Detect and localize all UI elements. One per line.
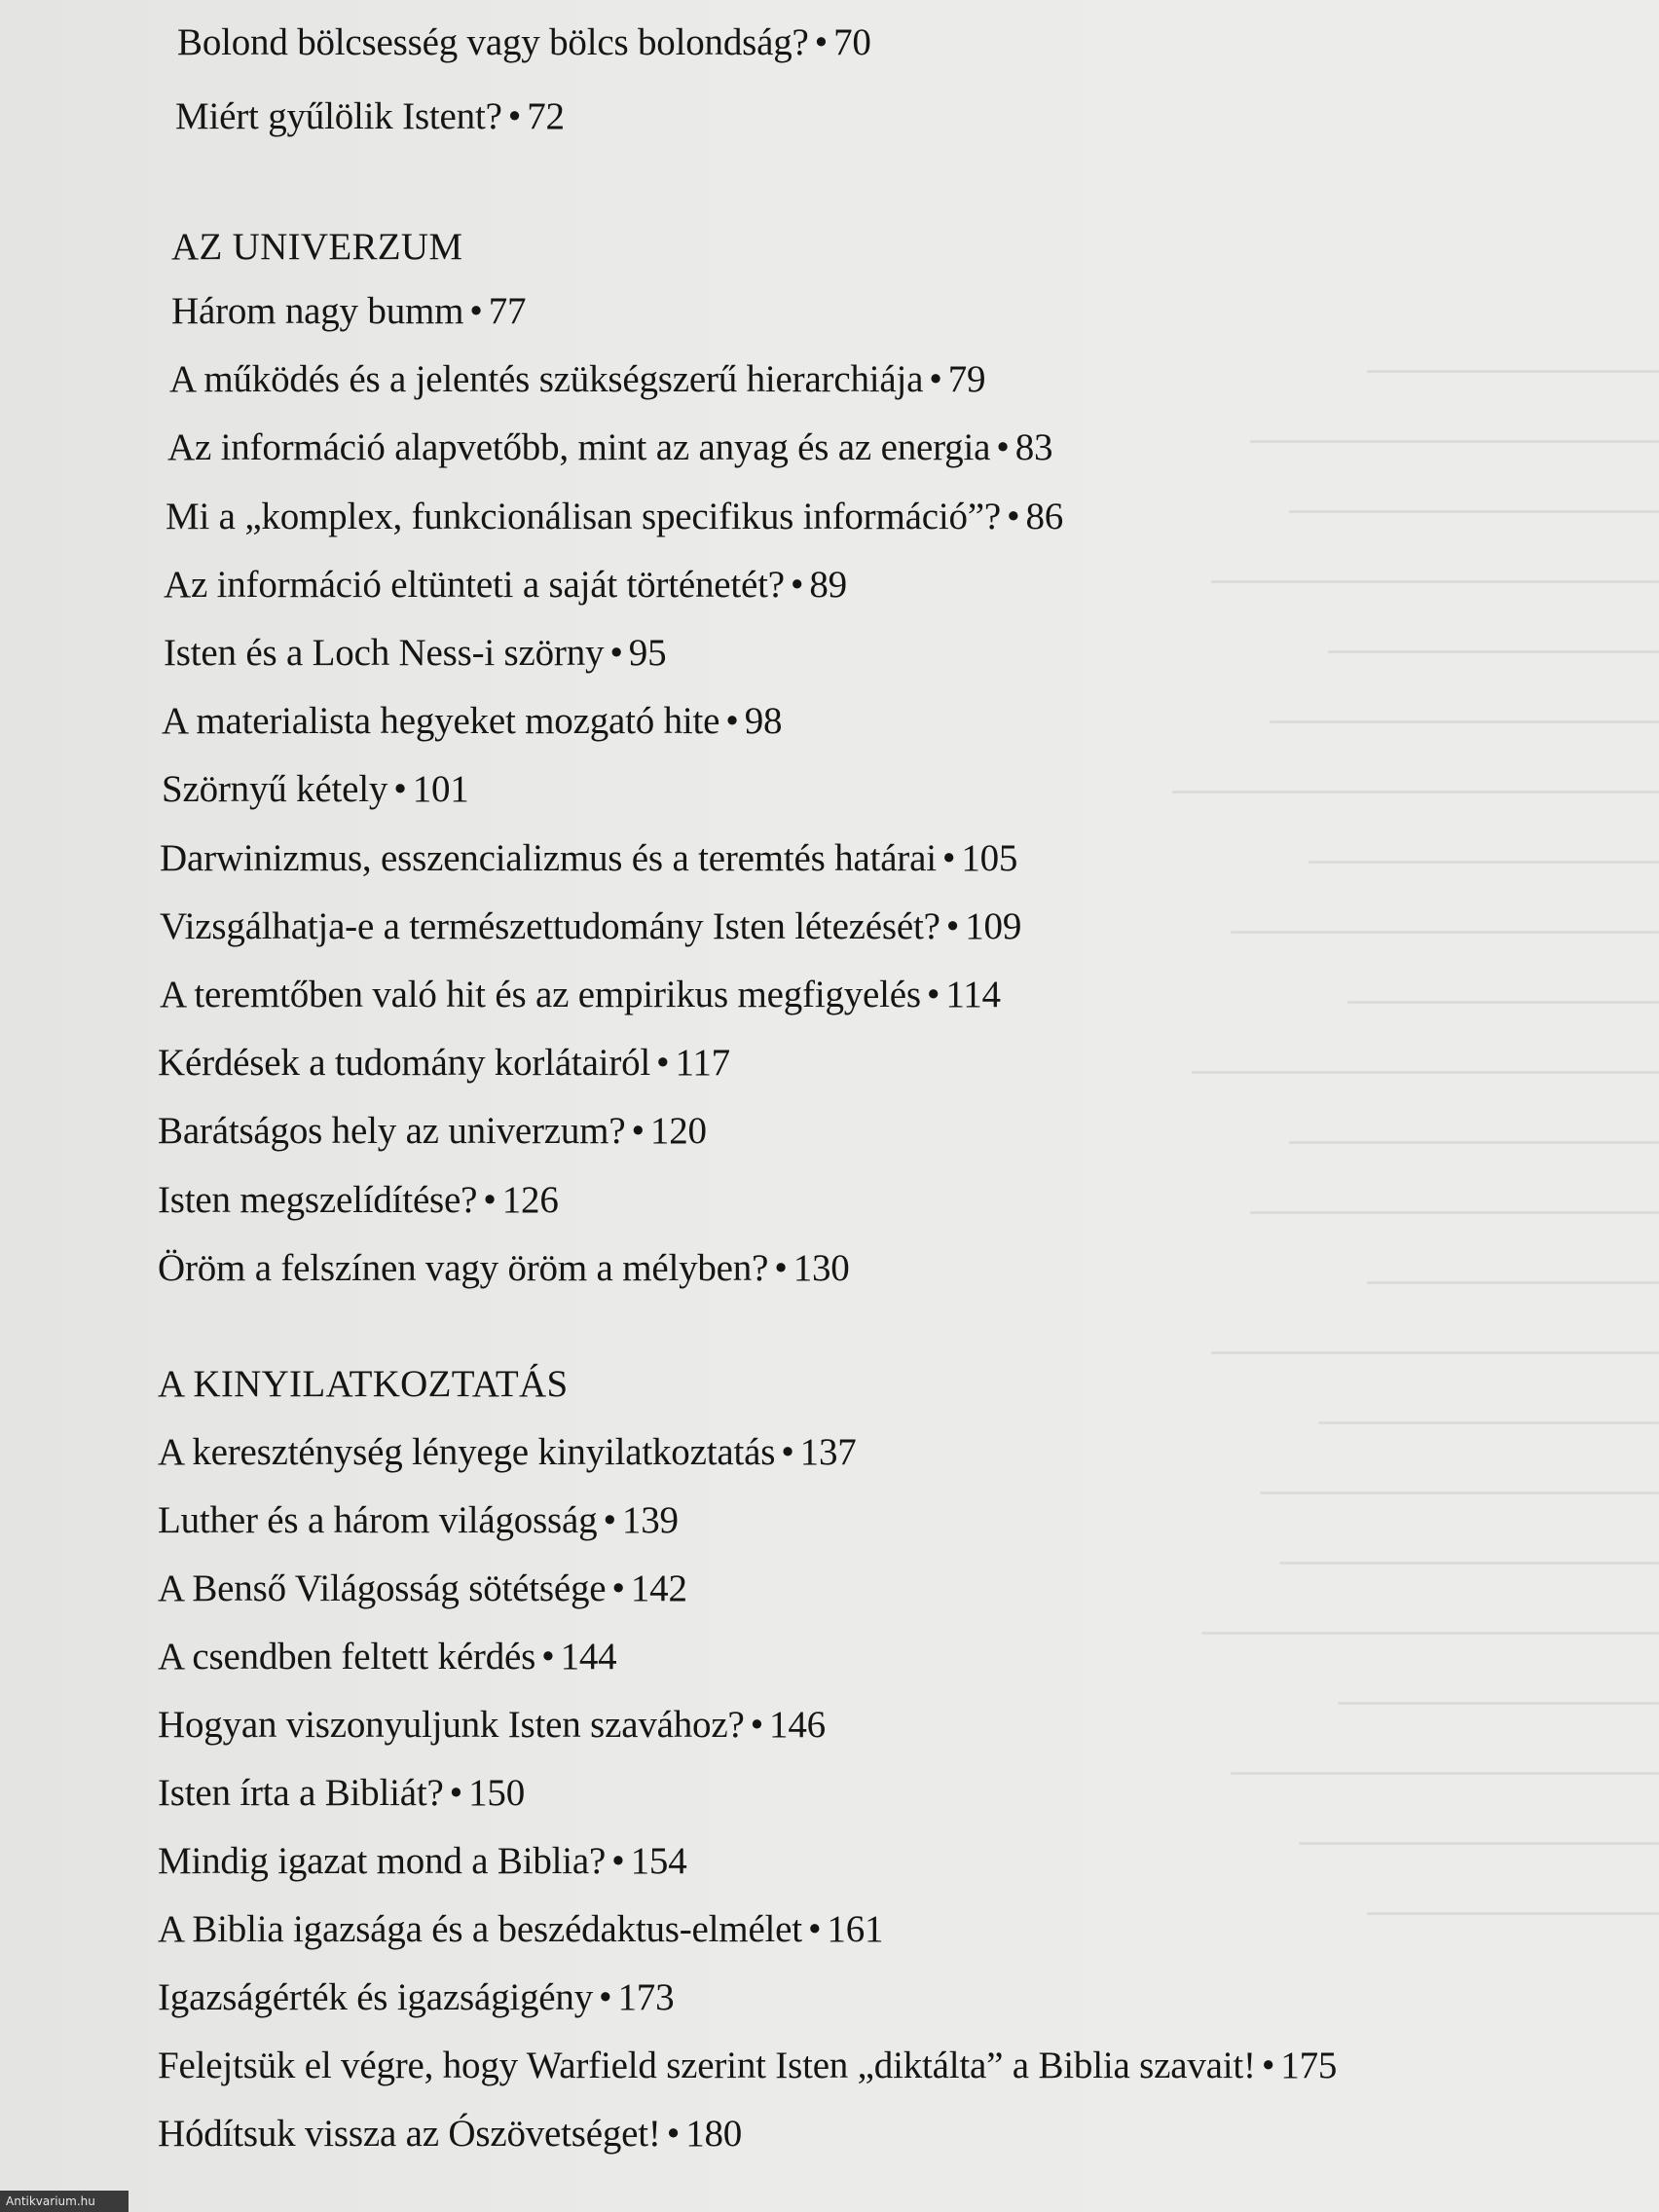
entry-bullet: • bbox=[790, 564, 804, 606]
bleed-line bbox=[1347, 1001, 1659, 1004]
toc-entry bbox=[160, 903, 1021, 950]
entry-title: Luther és a három világosság bbox=[158, 1499, 598, 1541]
entry-page: 120 bbox=[649, 1110, 707, 1152]
toc-entry bbox=[158, 1108, 707, 1155]
entry-title: Isten írta a Bibliát? bbox=[158, 1772, 444, 1814]
entry-page: 175 bbox=[1280, 2045, 1338, 2086]
bleed-line bbox=[1231, 1772, 1659, 1775]
entry-bullet: • bbox=[725, 700, 739, 742]
entry-page: 101 bbox=[412, 768, 469, 810]
toc-entry bbox=[175, 93, 565, 140]
toc-entry bbox=[164, 562, 847, 608]
entry-title: Darwinizmus, esszencializmus és a teremtés határai bbox=[160, 837, 937, 879]
entry-bullet: • bbox=[929, 358, 942, 400]
toc-entry bbox=[158, 1906, 883, 1953]
entry-bullet: • bbox=[781, 1431, 794, 1473]
entry-title: A kereszténység lényege kinyilatkoztatás bbox=[158, 1431, 776, 1473]
toc-entry bbox=[171, 288, 526, 335]
entry-title: Barátságos hely az univerzum? bbox=[158, 1110, 626, 1152]
section-heading: AZ UNIVERZUM bbox=[171, 226, 463, 268]
entry-page: 161 bbox=[827, 1908, 884, 1950]
toc-entry bbox=[158, 2043, 1337, 2089]
toc-entry bbox=[167, 424, 1052, 471]
entry-bullet: • bbox=[656, 1042, 670, 1084]
entry-page: 126 bbox=[501, 1179, 559, 1221]
entry-page: 173 bbox=[617, 1976, 675, 2018]
entry-page: 180 bbox=[685, 2113, 743, 2155]
toc-entry bbox=[158, 2111, 742, 2157]
bleed-line bbox=[1211, 1351, 1659, 1354]
entry-bullet: • bbox=[599, 1976, 612, 2018]
bleed-line bbox=[1211, 580, 1659, 583]
entry-title: A materialista hegyeket mozgató hite bbox=[162, 700, 720, 742]
bleed-line bbox=[1299, 1842, 1659, 1845]
entry-bullet: • bbox=[469, 290, 483, 332]
bleed-line bbox=[1172, 791, 1659, 793]
entry-page: 83 bbox=[1014, 426, 1053, 468]
toc-entry bbox=[158, 1040, 730, 1087]
entry-page: 144 bbox=[560, 1636, 617, 1677]
entry-page: 89 bbox=[809, 564, 847, 606]
entry-title: A csendben feltett kérdés bbox=[158, 1636, 536, 1677]
entry-page: 146 bbox=[769, 1704, 826, 1746]
toc-entry bbox=[158, 1634, 616, 1680]
entry-bullet: • bbox=[941, 837, 956, 879]
entry-title: Mi a „komplex, funkcionálisan specifikus információ”? bbox=[166, 496, 1001, 537]
entry-title: Bolond bölcsesség vagy bölcs bolondság? bbox=[177, 21, 809, 63]
bleed-line bbox=[1260, 1492, 1659, 1494]
entry-page: 139 bbox=[621, 1499, 679, 1541]
entry-bullet: • bbox=[631, 1110, 645, 1152]
section-heading: A KINYILATKOZTATÁS bbox=[158, 1363, 569, 1405]
entry-title: A Biblia igazsága és a beszédaktus-elmélet bbox=[158, 1908, 802, 1950]
entry-title: Hogyan viszonyuljunk Isten szavához? bbox=[158, 1704, 745, 1746]
entry-title: Isten és a Loch Ness-i szörny bbox=[164, 632, 605, 674]
bleed-line bbox=[1192, 1071, 1659, 1074]
entry-title: Hódítsuk vissza az Ószövetséget! bbox=[158, 2113, 661, 2155]
toc-entry bbox=[158, 1429, 857, 1476]
entry-bullet: • bbox=[945, 905, 960, 947]
toc-entry bbox=[162, 766, 469, 813]
bleed-line bbox=[1338, 1702, 1659, 1705]
entry-title: Igazságérték és igazságigény bbox=[158, 1976, 594, 2018]
toc-entry bbox=[164, 630, 666, 677]
bleed-line bbox=[1289, 1141, 1659, 1144]
entry-title: Vizsgálhatja-e a természettudomány Isten létezését? bbox=[160, 905, 940, 947]
entry-bullet: • bbox=[611, 1567, 625, 1609]
entry-bullet: • bbox=[449, 1772, 463, 1814]
entry-page: 98 bbox=[744, 700, 783, 742]
bleed-line bbox=[1231, 931, 1659, 934]
entry-bullet: • bbox=[774, 1247, 788, 1289]
toc-entry bbox=[158, 1177, 559, 1224]
entry-page: 114 bbox=[945, 974, 1001, 1015]
bleed-line bbox=[1367, 1912, 1659, 1915]
entry-page: 95 bbox=[628, 632, 667, 674]
bleed-line bbox=[1279, 1562, 1659, 1565]
bleed-line bbox=[1201, 1632, 1659, 1635]
entry-page: 137 bbox=[799, 1431, 857, 1473]
watermark: Antikvarium.hu bbox=[0, 2191, 129, 2212]
entry-title: Szörnyű kétely bbox=[162, 768, 388, 810]
toc-entry bbox=[166, 494, 1063, 540]
entry-page: 79 bbox=[947, 358, 986, 400]
entry-page: 142 bbox=[630, 1567, 687, 1609]
entry-title: Miért gyűlölik Istent? bbox=[175, 95, 502, 137]
entry-bullet: • bbox=[814, 21, 829, 63]
bleed-line bbox=[1289, 510, 1659, 513]
toc-entry bbox=[162, 698, 782, 745]
toc-entry bbox=[158, 1566, 687, 1612]
bleed-line bbox=[1328, 650, 1659, 653]
entry-title: Kérdések a tudomány korlátairól bbox=[158, 1042, 651, 1084]
entry-bullet: • bbox=[393, 768, 407, 810]
toc-entry bbox=[158, 1245, 850, 1292]
bleed-line bbox=[1318, 1421, 1659, 1424]
bleed-line bbox=[1270, 720, 1659, 723]
entry-page: 130 bbox=[793, 1247, 850, 1289]
entry-page: 109 bbox=[965, 905, 1022, 947]
entry-bullet: • bbox=[1006, 496, 1020, 537]
entry-page: 77 bbox=[488, 290, 527, 332]
entry-bullet: • bbox=[807, 1908, 822, 1950]
entry-bullet: • bbox=[1261, 2045, 1275, 2086]
entry-title: A teremtőben való hit és az empirikus megfigyelés bbox=[160, 974, 921, 1015]
entry-title: Az információ eltünteti a saját történetét? bbox=[164, 564, 785, 606]
entry-bullet: • bbox=[507, 95, 522, 137]
toc-entry bbox=[169, 356, 985, 403]
toc-entry bbox=[158, 1974, 674, 2021]
entry-title: Az információ alapvetőbb, mint az anyag és az energia bbox=[167, 426, 991, 468]
bleed-line bbox=[1309, 861, 1659, 864]
toc-entry bbox=[160, 972, 1001, 1018]
entry-page: 150 bbox=[468, 1772, 525, 1814]
entry-page: 154 bbox=[630, 1840, 687, 1882]
entry-title: Mindig igazat mond a Biblia? bbox=[158, 1840, 607, 1882]
entry-title: Isten megszelídítése? bbox=[158, 1179, 478, 1221]
toc-entry bbox=[158, 1770, 525, 1817]
bleed-line bbox=[1367, 1281, 1659, 1284]
entry-bullet: • bbox=[541, 1636, 555, 1677]
toc-entry bbox=[158, 1497, 679, 1544]
toc-entry bbox=[158, 1838, 687, 1885]
entry-page: 72 bbox=[527, 95, 565, 137]
entry-title: A Benső Világosság sötétsége bbox=[158, 1567, 607, 1609]
entry-bullet: • bbox=[926, 974, 940, 1015]
entry-title: Öröm a felszínen vagy öröm a mélyben? bbox=[158, 1247, 769, 1289]
entry-bullet: • bbox=[996, 426, 1010, 468]
toc-entry bbox=[177, 19, 871, 66]
entry-title: A működés és a jelentés szükségszerű hierarchiája bbox=[169, 358, 924, 400]
entry-title: Felejtsük el végre, hogy Warfield szerint Isten „diktálta” a Biblia szavait! bbox=[158, 2045, 1256, 2086]
bleed-line bbox=[1250, 1211, 1659, 1214]
entry-title: Három nagy bumm bbox=[171, 290, 464, 332]
entry-page: 105 bbox=[961, 837, 1018, 879]
bleed-line bbox=[1250, 440, 1659, 443]
bleed-through-decoration bbox=[1139, 350, 1659, 2200]
entry-bullet: • bbox=[750, 1704, 764, 1746]
entry-page: 70 bbox=[833, 21, 871, 63]
entry-bullet: • bbox=[603, 1499, 616, 1541]
entry-bullet: • bbox=[609, 632, 623, 674]
entry-bullet: • bbox=[483, 1179, 497, 1221]
bleed-line bbox=[1367, 370, 1659, 373]
entry-bullet: • bbox=[666, 2113, 681, 2155]
entry-page: 117 bbox=[675, 1042, 730, 1084]
toc-entry bbox=[158, 1702, 826, 1749]
toc-entry bbox=[160, 835, 1017, 882]
entry-bullet: • bbox=[611, 1840, 625, 1882]
entry-page: 86 bbox=[1025, 496, 1064, 537]
